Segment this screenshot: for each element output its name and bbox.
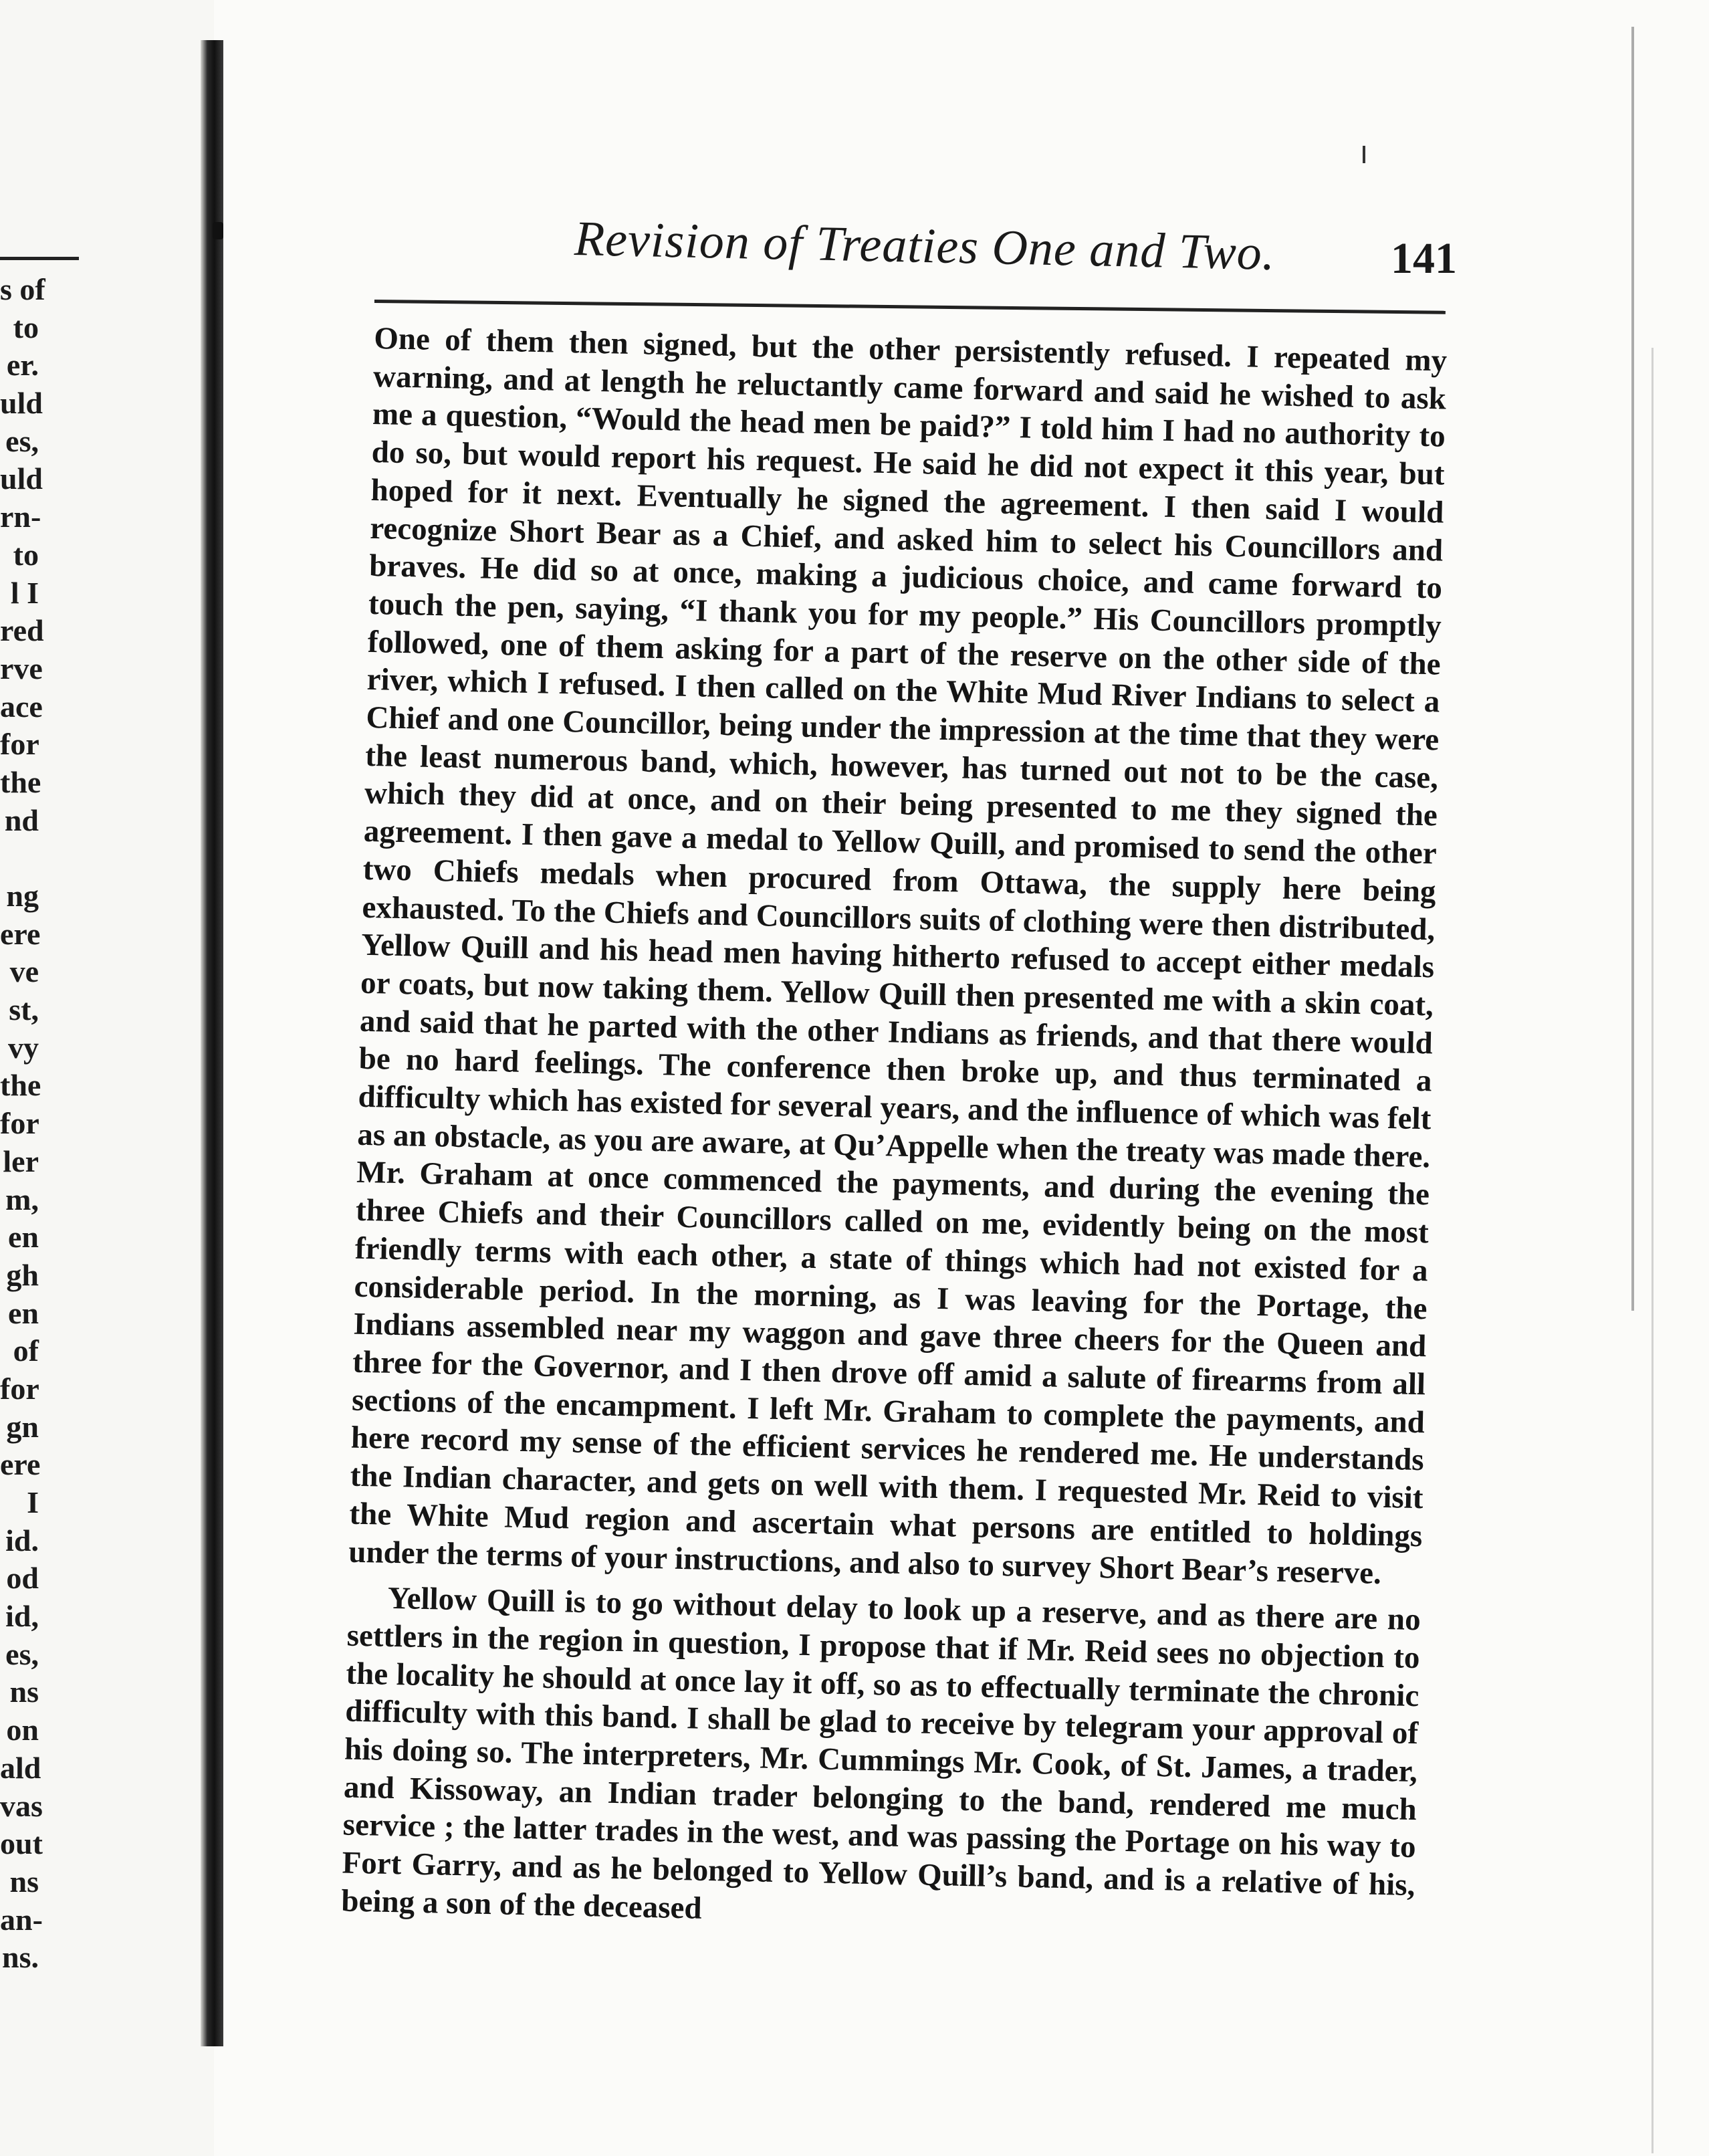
facing-page-fragment-line: ns. bbox=[2, 1940, 39, 1975]
facing-page-fragment-line: rn- bbox=[0, 500, 41, 534]
facing-page-fragment-line: out bbox=[0, 1826, 43, 1861]
facing-page-fragment-line: ns bbox=[9, 1864, 39, 1899]
facing-page-fragment-line: I bbox=[27, 1485, 39, 1519]
facing-page-fragment-line: red bbox=[0, 613, 44, 648]
facing-page-fragment-line: m, bbox=[5, 1182, 39, 1216]
facing-page-fragment-line: uld bbox=[0, 461, 43, 496]
facing-page-fragment-line: for bbox=[0, 1371, 39, 1406]
facing-page-fragment-line: ve bbox=[9, 954, 39, 989]
facing-page-fragment-line: vy bbox=[8, 1030, 39, 1065]
facing-page-fragment-line: uld bbox=[0, 386, 43, 421]
facing-page-fragment-line: en bbox=[8, 1220, 39, 1255]
facing-page-fragment-line: ns bbox=[9, 1675, 39, 1709]
book-gutter bbox=[201, 40, 223, 2046]
scan-speck bbox=[1363, 146, 1365, 163]
page-edge-line bbox=[1631, 27, 1634, 1311]
facing-page-fragment-line: to bbox=[13, 310, 39, 344]
facing-page-fragment-line: en bbox=[8, 1295, 39, 1330]
facing-page-fragment-line: an- bbox=[0, 1902, 43, 1937]
facing-page-fragment-line: er. bbox=[6, 348, 39, 383]
facing-page-fragment-line: ace bbox=[0, 689, 43, 724]
page-header bbox=[574, 211, 1457, 284]
facing-page-fragment-line: s of bbox=[0, 272, 45, 306]
facing-page-fragment-line: to bbox=[13, 537, 39, 572]
facing-page-fragment-line: ng bbox=[6, 879, 39, 913]
page-number: 141 bbox=[1391, 234, 1457, 283]
gutter-ink-mark bbox=[213, 222, 223, 239]
facing-page-fragment-line: id. bbox=[5, 1523, 39, 1557]
facing-page-fragment-line: gn bbox=[6, 1409, 39, 1444]
facing-page-fragment-line: ald bbox=[0, 1750, 41, 1785]
facing-page-line-endings bbox=[0, 271, 45, 1977]
facing-page-fragment-line: id, bbox=[5, 1599, 39, 1634]
running-head: Revision of Treaties One and Two. bbox=[574, 211, 1276, 281]
facing-page-fragment-line: rve bbox=[0, 651, 43, 685]
facing-page-fragment-line: es, bbox=[5, 423, 39, 458]
facing-page-fragment-line: ere bbox=[0, 916, 41, 951]
paragraph-2: Yellow Quill is to go without delay to look up a reserve, and as there are no settlers in the region in question, I propose that if Mr. Reid sees no objection to the locality he should at once lay it off, so as to effectually terminate the chronic difficulty with this band. I shall be glad to receive by telegram your approval of his doing so. The interpreters, Mr. Cummings Mr. Cook, of St. James, a trader, and Kissoway, an Indian trader belonging to the band, rendered me much service ; the latter trades in the west, and was passing the Portage on his way to Fort Garry, and as he belonged to Yellow Quill’s band, and is a relative of his, being a son of the deceased bbox=[340, 1581, 1421, 1926]
facing-page-fragment-line: ler bbox=[3, 1144, 39, 1178]
facing-page-fragment-line: for bbox=[0, 727, 39, 762]
facing-page-fragment-line bbox=[0, 839, 39, 877]
facing-page-fragment-line: the bbox=[0, 764, 41, 799]
facing-page-fragment-line: on bbox=[6, 1713, 39, 1747]
facing-page-fragment-line: the bbox=[0, 1068, 41, 1103]
facing-page-fragment-line: st, bbox=[9, 992, 39, 1027]
facing-page-header-rule bbox=[0, 257, 79, 260]
facing-page-fragment-line: od bbox=[6, 1561, 39, 1596]
facing-page-fragment-line: ere bbox=[0, 1447, 41, 1482]
body-text bbox=[341, 320, 1448, 1943]
page-edge-shadow bbox=[1651, 348, 1654, 2153]
paragraph-1: One of them then signed, but the other persistently refused. I repeated my warning, and at length he reluctantly came forward and said he wished to ask me a question, “Would the head men be paid?” I told him I had no authority to do so, but would report his request. He said he did not expect it this year, but hoped for it next. Eventually he signed the agreement. I then said I would recognize Short Bear as a Chief, and asked him to select his Councillors and braves. He did so at once, making a judicious choice, and came forward to touch the pen, saying, “I thank you for my people.” His Councillors promptly followed, one of them asking for a part of the reserve on the other side of the river, which I refused. I then called on the White Mud River Indians to select a Chief and one Councillor, being under the impression at the time that they were the least numerous band, which, however, has turned out not to be the case, which they did at once, and on their being presented to me they signed the agreement. I then gave a medal to Yellow Quill, and promised to send the other two Chiefs medals when procured from Ottawa, the supply here being exhausted. To the Chiefs and Councillors suits of clothing were then distributed, Yellow Quill and his head men having hitherto refused to accept either medals or coats, but now taking them. Yellow Quill then presented me with a skin coat, and said that he parted with the other Indians as friends, and that there would be no hard feelings. The conference then broke up, and thus terminated a difficulty which has existed for several years, and the influence of which was felt as an obstacle, as you are aware, at Qu’Appelle when the treaty was made there. Mr. Graham at once commenced the payments, and during the evening the three Chiefs and their Councillors called on me, evidently being on the most friendly terms with each other, a state of things which had not existed for a considerable period. In the morning, as I was leaving for the Portage, the Indians assembled near my waggon and gave three cheers for the Queen and three for the Governor, and I then drove off amid a salute of firearms from all sections of the encampment. I left Mr. Graham to complete the payments, and here record my sense of the efficient services he rendered me. He understands the Indian character, and gets on well with them. I requested Mr. Reid to visit the White Mud region and ascertain what persons are entitled to holdings under the terms of your instructions, and also to survey Short Bear’s reserve. bbox=[348, 320, 1448, 1591]
facing-page-fragment bbox=[0, 0, 214, 2156]
facing-page-fragment-line: of bbox=[13, 1333, 39, 1368]
facing-page-fragment-line: for bbox=[0, 1106, 39, 1141]
facing-page-fragment-line: l I bbox=[10, 575, 39, 610]
facing-page-fragment-line: nd bbox=[4, 802, 39, 837]
facing-page-fragment-line: gh bbox=[6, 1257, 39, 1292]
facing-page-fragment-line: vas bbox=[0, 1788, 43, 1823]
header-rule bbox=[374, 300, 1446, 314]
facing-page-fragment-line: es, bbox=[5, 1636, 39, 1671]
